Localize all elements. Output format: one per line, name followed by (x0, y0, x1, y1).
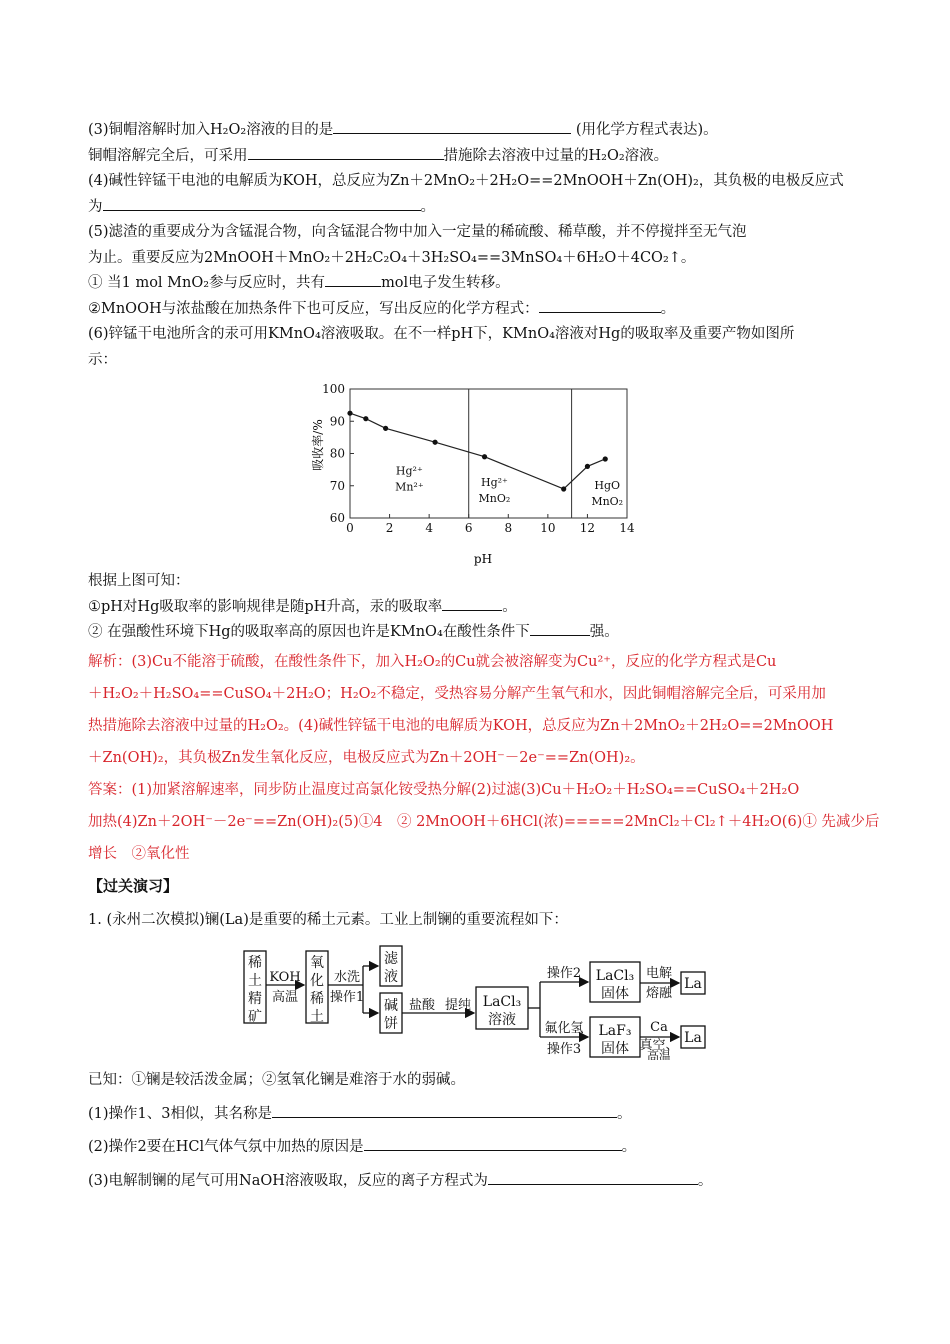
oxide-char: 稀 (310, 991, 324, 1007)
lanthanum-flowchart (88, 945, 873, 1060)
chart-region-label: Hg²⁺ (395, 464, 423, 478)
hf-label: 氟化氢 (544, 1021, 584, 1036)
laf3-solid-label: 固体 (601, 1041, 629, 1057)
analysis-line: 解析：(3)Cu不能溶于硫酸，在酸性条件下，加入H₂O₂的Cu就会被溶解变为Cu²⁺，反应的化学方程式是Cu (88, 653, 777, 670)
op2-label: 操作2 (546, 966, 582, 981)
chart-region-label: MnO₂ (478, 491, 511, 505)
practice-q1: 1. (永州二次模拟)镧(La)是重要的稀土元素。工业上制镧的重要流程如下： (88, 911, 568, 928)
la-product: La (684, 1030, 702, 1046)
molten-label: 熔融 (645, 986, 673, 1001)
chart-y-axis-label: 吸收率/% (311, 419, 325, 471)
chart-data-point (603, 456, 608, 461)
answer-blank[interactable] (539, 298, 661, 313)
q5-line1: (5)滤渣的重要成分为含锰混合物，向含锰混合物中加入一定量的稀硫酸、稀草酸，并不停搅拌至无气泡 (88, 224, 747, 240)
filtrate-char: 液 (384, 969, 398, 985)
conclusion-2: ② 在强酸性环境下Hg的吸取率高的原因也许是KMnO₄在酸性条件下 强。 (88, 620, 873, 646)
chart-region-label: HgO (594, 478, 621, 492)
answer-blank[interactable] (488, 1170, 698, 1185)
answer-blank[interactable] (272, 1103, 617, 1118)
document-page (88, 118, 880, 1194)
chart-y-tick-label: 80 (329, 446, 345, 461)
lacl3-solution-label: LaCl₃ (482, 994, 522, 1010)
absorption-chart-svg (88, 377, 873, 567)
q5-line2: 为止。重要反应为2MnOOH＋MnO₂＋2H₂C₂O₄＋3H₂SO₄==3MnSO₄＋6H₂O＋4CO₂↑。 (88, 249, 696, 266)
answer-blank[interactable] (333, 119, 571, 134)
koh-label: KOH (269, 970, 301, 985)
lacl3-solid-label: 固体 (601, 986, 629, 1002)
chart-x-tick-label: 14 (619, 521, 635, 535)
chart-x-tick-label: 10 (540, 521, 556, 535)
chart-y-tick-label: 70 (329, 478, 345, 493)
chart-y-tick-label: 60 (329, 511, 345, 525)
ore-char: 土 (248, 973, 262, 989)
lacl3-solid-label: LaCl₃ (595, 968, 635, 984)
op3-label: 操作3 (546, 1042, 582, 1057)
chart-region-label: Mn²⁺ (395, 480, 424, 494)
answer-block (88, 774, 880, 870)
answer-line: 加热(4)Zn＋2OH⁻－2e⁻==Zn(OH)₂(5)①4 ② 2MnOOH＋6HCl(浓)=====2MnCl₂＋Cl₂↑＋4H₂O(6)① 先减少后 (88, 813, 880, 830)
sub-q1: (1)操作1、3相似，其名称是 。 (88, 1102, 873, 1128)
chart-region-label: MnO₂ (591, 495, 624, 509)
chart-data-point (561, 486, 566, 491)
chart-data-point (347, 411, 352, 416)
chart-x-tick-label: 8 (504, 521, 513, 535)
op1-label: 操作1 (329, 990, 365, 1005)
ca-label: Ca (650, 1020, 668, 1035)
sub-q3: (3)电解制镧的尾气可用NaOH溶液吸取，反应的离子方程式为 。 (88, 1169, 873, 1195)
ore-char: 矿 (248, 1009, 262, 1025)
chart-y-tick-label: 100 (322, 382, 345, 396)
chart-x-axis-label: pH (473, 552, 493, 566)
q5-line3: ① 当1 mol MnO₂参与反应时，共有 mol电子发生转移。 (88, 271, 873, 297)
high-temp-label: 高温 (271, 990, 299, 1005)
q3-line2: 铜帽溶解完全后，可采用 措施除去溶液中过量的H₂O₂溶液。 (88, 144, 873, 170)
la-product: La (684, 976, 702, 992)
analysis-line: 热措施除去溶液中过量的H₂O₂。(4)碱性锌锰干电池的电解质为KOH，总反应为Zn＋2MnO₂＋2H₂O==2MnOOH (88, 717, 834, 734)
flowchart-svg (88, 945, 873, 1060)
answer-blank[interactable] (364, 1136, 622, 1151)
chart-x-tick-label: 4 (425, 521, 433, 535)
answer-blank[interactable] (103, 196, 421, 211)
q6-line1: (6)锌锰干电池所含的汞可用KMnO₄溶液吸取。在不一样pH下，KMnO₄溶液对Hg的吸取率及重要产物如图所 (88, 326, 795, 342)
q3-text-end: (用化学方程式表达)。 (575, 122, 718, 138)
lacl3-solution-label: 溶液 (488, 1012, 516, 1028)
chart-data-point (482, 454, 487, 459)
q3-text: (3)铜帽溶解时加入H₂O₂溶液的目的是 (88, 122, 334, 138)
cake-char: 碱 (384, 998, 398, 1014)
answer-blank[interactable] (248, 145, 444, 160)
electrolysis-label: 电解 (645, 966, 673, 981)
oxide-char: 化 (310, 973, 324, 989)
q4-line2: 为 。 (88, 195, 873, 221)
absorption-chart (88, 377, 873, 567)
chart-data-point (363, 416, 368, 421)
purify-label: 提纯 (444, 998, 472, 1013)
oxide-char: 氧 (310, 955, 324, 971)
hightemp-label: 高温 (646, 1049, 672, 1060)
chart-x-tick-label: 12 (579, 521, 596, 535)
chart-region-label: Hg²⁺ (481, 475, 508, 489)
chart-x-tick-label: 6 (464, 521, 473, 535)
laf3-solid-label: LaF₃ (598, 1023, 632, 1039)
chart-data-point (383, 426, 388, 431)
chart-data-point (432, 440, 437, 445)
chart-y-tick-label: 90 (329, 414, 345, 429)
answer-blank[interactable] (325, 272, 381, 287)
conclusion-1: ①pH对Hg吸取率的影响规律是随pH升高，汞的吸取率 。 (88, 595, 873, 621)
chart-intro: 根据上图可知： (88, 573, 190, 589)
ore-char: 稀 (248, 955, 262, 971)
answer-blank[interactable] (530, 621, 590, 636)
known-info: 已知：①镧是较活泼金属；②氢氧化镧是难溶于水的弱碱。 (88, 1072, 465, 1088)
analysis-line: ＋H₂O₂＋H₂SO₄==CuSO₄＋2H₂O；H₂O₂不稳定，受热容易分解产生氧气和水，因此铜帽溶解完全后，可采用加 (88, 685, 826, 702)
q3-line1 (88, 118, 873, 144)
cake-char: 饼 (384, 1016, 398, 1032)
ore-char: 精 (248, 991, 262, 1007)
wash-label: 水洗 (333, 970, 361, 985)
oxide-char: 土 (310, 1009, 324, 1025)
analysis-line: ＋Zn(OH)₂，其负极Zn发生氧化反应，电极反应式为Zn＋2OH⁻－2e⁻==Zn(OH)₂。 (88, 749, 645, 766)
chart-x-tick-label: 0 (346, 521, 354, 535)
chart-data-point (585, 464, 590, 469)
hcl-label: 盐酸 (408, 998, 436, 1013)
chart-series-line (350, 413, 605, 489)
filtrate-char: 滤 (384, 951, 398, 967)
vacuum-label: 真空、 (639, 1038, 679, 1053)
chart-x-tick-label: 2 (385, 521, 394, 535)
analysis-block (88, 646, 873, 774)
answer-blank[interactable] (442, 596, 502, 611)
sub-q2: (2)操作2要在HCl气体气氛中加热的原因是 。 (88, 1135, 873, 1161)
q5-line4: ②MnOOH与浓盐酸在加热条件下也可反应，写出反应的化学方程式： 。 (88, 297, 873, 323)
q6-line2: 示： (88, 351, 117, 368)
q4-line1: (4)碱性锌锰干电池的电解质为KOH，总反应为Zn＋2MnO₂＋2H₂O==2MnOOH＋Zn(OH)₂，其负极的电极反应式 (88, 173, 844, 189)
answer-line: 答案：(1)加紧溶解速率，同步防止温度过高氯化铵受热分解(2)过滤(3)Cu＋H₂O₂＋H₂SO₄==CuSO₄＋2H₂O (88, 781, 800, 798)
answer-line: 增长 ②氧化性 (88, 845, 190, 862)
practice-heading: 【过关演习】 (88, 876, 179, 895)
